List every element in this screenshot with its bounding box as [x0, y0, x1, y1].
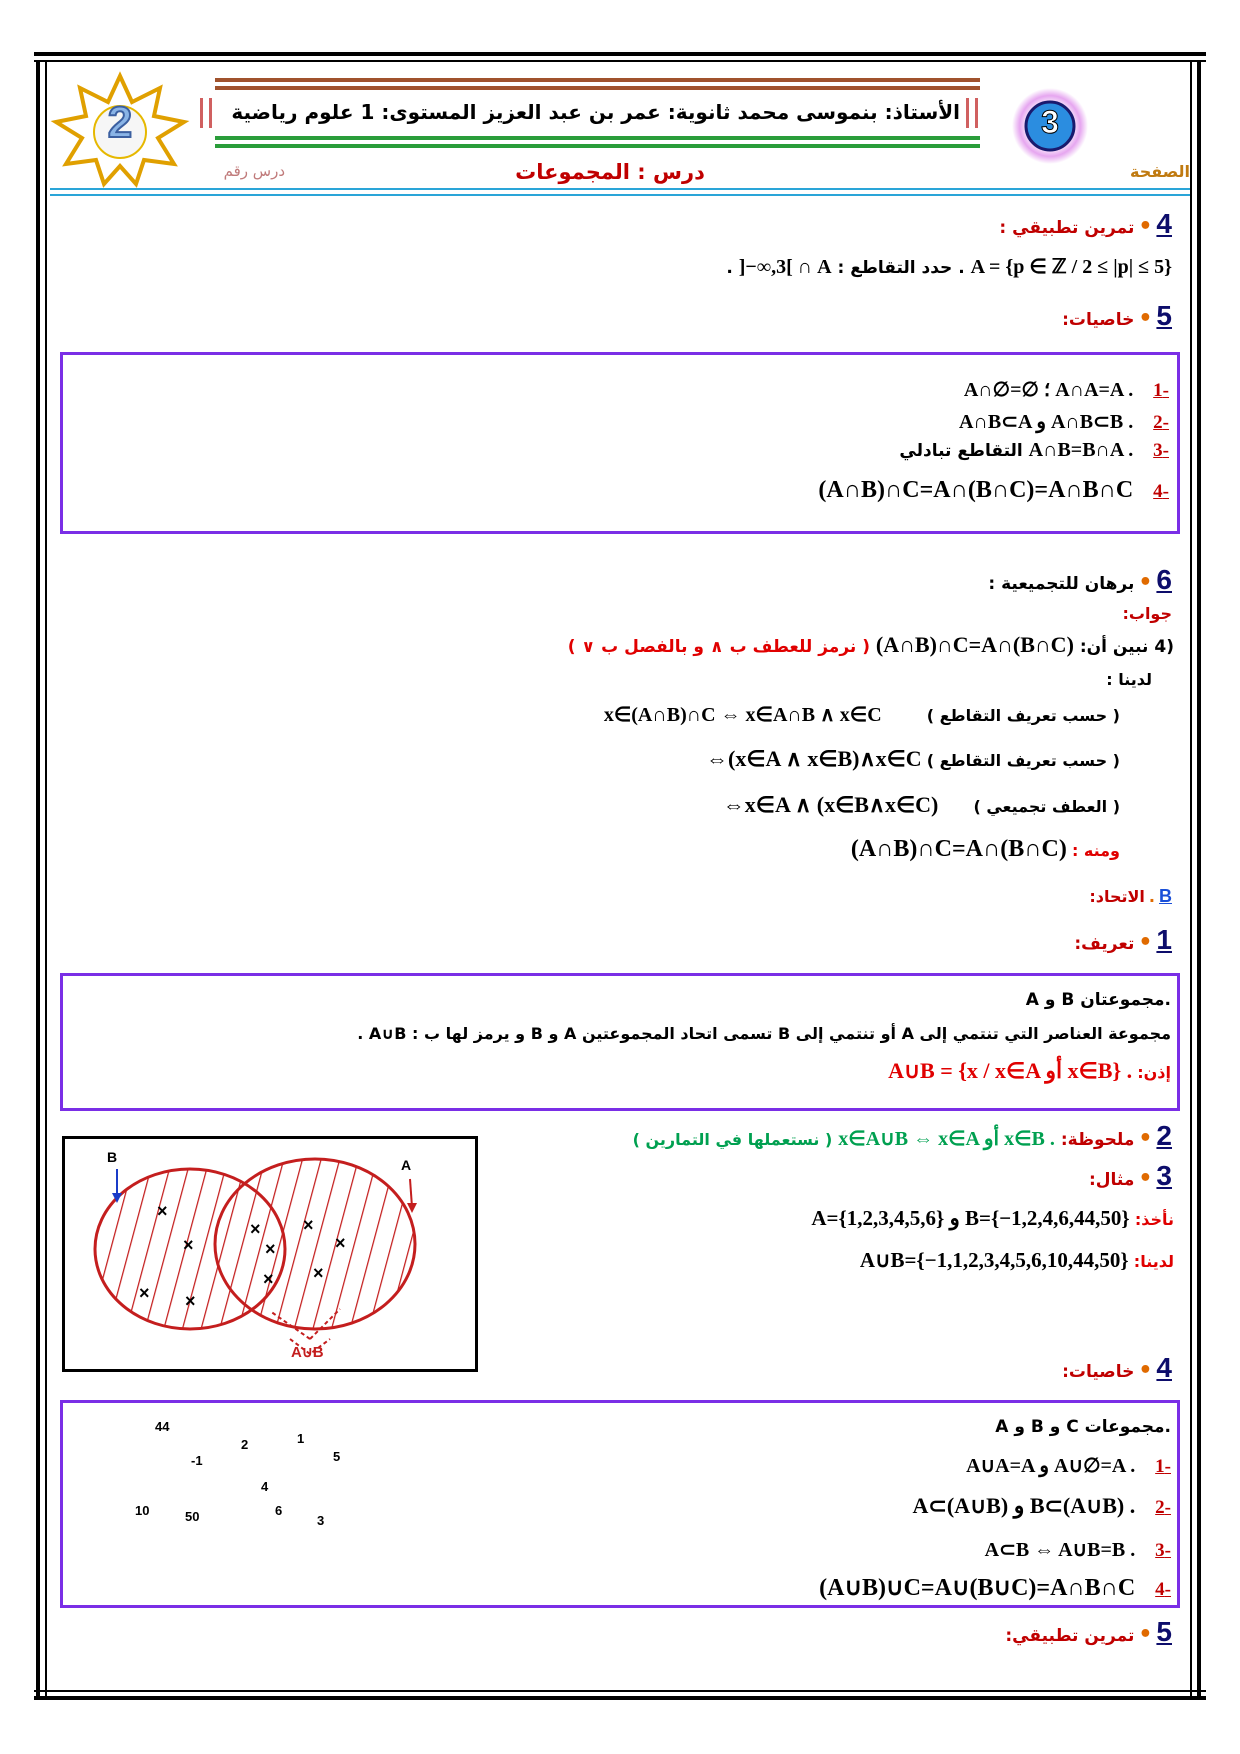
proof-conclusion	[700, 836, 1120, 863]
answer-label: جواب:	[1122, 604, 1172, 623]
property-item	[899, 439, 1169, 462]
intersection-expression: ]−∞,3[ ∩ A	[738, 256, 832, 278]
proof-prefix: (4 نبين أن:	[1079, 637, 1174, 657]
item-math: A∩B⊂A و A∩B⊂B .	[959, 411, 1134, 433]
section-number: 2	[1156, 1120, 1172, 1151]
step-math: ⇔(x∈A ∧ x∈B)∧x∈C	[706, 746, 922, 771]
union-properties-box	[60, 1400, 1180, 1608]
definition-line-3	[888, 1058, 1171, 1084]
step-reason: ( حسب تعريف التقاطع )	[926, 751, 1120, 770]
svg-text:×: ×	[139, 1283, 150, 1303]
have-label: لدينا:	[1133, 1252, 1174, 1271]
page-number: 3	[1041, 104, 1059, 140]
section-title: خاصيات:	[1062, 310, 1135, 330]
svg-text:×: ×	[265, 1239, 276, 1259]
step-reason: ( العطف تجميعي )	[973, 797, 1120, 816]
item-math: A∩B=B∩A .	[1028, 439, 1134, 461]
take-math: A={1,2,3,4,5,6} و B={−1,2,4,6,44,50}	[811, 1206, 1130, 1230]
union-definition-box	[60, 973, 1180, 1111]
we-have-label: لدينا :	[1106, 670, 1152, 689]
svg-text:×: ×	[263, 1269, 274, 1289]
example-have-line	[860, 1248, 1174, 1273]
section-title: خاصيات:	[1062, 1362, 1135, 1382]
remark-line: 2 • ملحوظة: x∈A∪B ⇔ x∈A أو x∈B . ( نستعملها في التمارين )	[632, 1120, 1172, 1151]
therefore-label: إذن:	[1137, 1063, 1171, 1082]
remark-note: ( نستعملها في التمارين )	[632, 1130, 833, 1149]
svg-text:×: ×	[185, 1291, 196, 1311]
item-number: -4	[1153, 481, 1169, 502]
property-item	[985, 1537, 1171, 1562]
item-math: A⊂(A∪B) و B⊂(A∪B) .	[912, 1493, 1136, 1518]
property-item	[913, 1493, 1171, 1519]
definition-heading: 1 • تعريف:	[1074, 924, 1172, 955]
venn-element: -1	[191, 1453, 203, 1468]
definition-line-2: مجموعة العناصر التي تنتمي إلى A أو تنتمي إلى B تسمى اتحاد المجموعتين A و B و يرمز لها ب : A∪B .	[357, 1024, 1171, 1043]
set-a-definition: A = {p ∈ ℤ / 2 ≤ |p| ≤ 5}	[970, 256, 1172, 278]
exercise-line	[726, 254, 1172, 279]
item-number: -1	[1153, 380, 1169, 401]
properties-intro: A و B و C مجموعات.	[995, 1417, 1171, 1437]
conclusion-label: ومنه :	[1071, 841, 1120, 860]
venn-element: 10	[135, 1503, 150, 1518]
venn-element: 44	[155, 1419, 170, 1434]
item-math: (A∪B)∪C=A∪(B∪C)=A∩B∩C	[819, 1575, 1136, 1601]
proof-statement	[568, 632, 1174, 658]
venn-diagram	[62, 1136, 478, 1528]
lesson-number: 2	[107, 98, 133, 147]
venn-element: 5	[333, 1449, 341, 1464]
venn-svg	[65, 1139, 475, 1369]
item-number: -2	[1155, 1497, 1171, 1518]
item-math: A∪A=A و A∪∅=A .	[966, 1455, 1136, 1477]
item-number: -4	[1155, 1579, 1171, 1600]
section-number: 5	[1156, 1616, 1172, 1647]
venn-element: 6	[275, 1503, 283, 1518]
definition-line-1: A و B مجموعتان.	[1025, 990, 1171, 1010]
item-math: A∩∅=∅ ؛ A∩A=A .	[963, 379, 1134, 401]
section-number: 6	[1156, 564, 1172, 595]
a-arrow	[410, 1179, 412, 1207]
take-label: نأخذ:	[1134, 1210, 1174, 1229]
proof-step	[600, 746, 1120, 772]
section-title: مثال:	[1088, 1170, 1135, 1190]
svg-text:×: ×	[250, 1219, 261, 1239]
section-title: تمرين تطبيقي:	[1005, 1626, 1135, 1646]
conclusion-math: (A∩B)∩C=A∩(B∩C)	[850, 836, 1067, 862]
remark-math: x∈A∪B ⇔ x∈A أو x∈B .	[838, 1128, 1055, 1150]
step-math: x∈(A∩B)∩C ⇔ x∈A∩B ∧ x∈C	[603, 704, 882, 726]
item-math: (A∩B)∩C=A∩(B∩C)=A∩B∩C	[818, 477, 1134, 503]
venn-element: 1	[297, 1431, 305, 1446]
example-heading: 3 • مثال:	[1088, 1160, 1172, 1191]
svg-text:×: ×	[157, 1201, 168, 1221]
example-take-line	[811, 1206, 1174, 1231]
svg-text:×: ×	[335, 1233, 346, 1253]
have-math: A∪B={−1,1,2,3,4,5,6,10,44,50}	[859, 1248, 1129, 1272]
section-5-heading: 5 • خاصيات:	[1062, 300, 1172, 331]
section-title: تمرين تطبيقي :	[999, 218, 1135, 238]
lesson-number-label: درس رقم	[223, 162, 285, 180]
section-6-heading: 6 • برهان للتجميعية :	[988, 564, 1172, 595]
property-item	[819, 1573, 1171, 1602]
page-label: الصفحة	[1129, 162, 1190, 181]
section-4-heading: 4 • تمرين تطبيقي :	[999, 208, 1172, 239]
property-item	[959, 409, 1169, 434]
item-math: A⊂B ⇔ A∪B=B .	[984, 1539, 1136, 1561]
lesson-title: درس : المجموعات	[515, 160, 705, 184]
item-number: -1	[1155, 1456, 1171, 1477]
section-number: 3	[1156, 1160, 1172, 1191]
venn-element: 3	[317, 1513, 325, 1528]
section-number: 1	[1156, 924, 1172, 955]
union-set-builder: A∪B = {x / x∈A أو x∈B} .	[888, 1058, 1133, 1083]
property-item	[964, 377, 1169, 402]
item-number: -2	[1153, 412, 1169, 433]
teacher-line: الأستاذ: بنموسى محمد ثانوية: عمر بن عبد العزيز المستوى: 1 علوم رياضية	[231, 100, 960, 124]
venn-label-a: A	[401, 1157, 412, 1173]
exercise-5-heading: 5 • تمرين تطبيقي:	[1005, 1616, 1172, 1647]
section-letter: B	[1159, 886, 1172, 906]
venn-element: 50	[185, 1509, 200, 1524]
property-item	[966, 1453, 1171, 1478]
venn-element: 2	[241, 1437, 249, 1452]
step-math: ⇔x∈A ∧ (x∈B∧x∈C)	[722, 792, 939, 817]
svg-text:×: ×	[183, 1235, 194, 1255]
item-text: التقاطع تبادلي	[899, 441, 1023, 461]
section-number: 4	[1156, 208, 1172, 239]
proof-step	[440, 702, 1120, 727]
line-end: .	[726, 258, 733, 278]
union-properties-heading: 4 • خاصيات:	[1062, 1352, 1172, 1383]
property-item	[818, 477, 1169, 504]
section-title: ملحوظة:	[1060, 1130, 1135, 1150]
venn-label-b: B	[107, 1149, 118, 1165]
step-reason: ( حسب تعريف التقاطع )	[926, 706, 1120, 725]
item-number: -3	[1155, 1540, 1171, 1561]
section-title: برهان للتجميعية :	[988, 574, 1135, 594]
proof-goal: (A∩B)∩C=A∩(B∩C)	[875, 632, 1074, 657]
svg-text:×: ×	[313, 1263, 324, 1283]
proof-step	[600, 792, 1120, 818]
svg-text:×: ×	[303, 1215, 314, 1235]
proof-notation-note: ( نرمز للعطف ب ∧ و بالفصل ب ∨ )	[567, 637, 870, 657]
section-number: 4	[1156, 1352, 1172, 1383]
venn-label-union: A∪B	[291, 1344, 324, 1361]
exercise-instruction: . حدد التقاطع :	[837, 258, 965, 278]
section-title: تعريف:	[1074, 934, 1135, 954]
section-title: الاتحاد:	[1089, 887, 1145, 906]
item-number: -3	[1153, 440, 1169, 461]
section-number: 5	[1156, 300, 1172, 331]
intersection-properties-box	[60, 352, 1180, 534]
venn-element: 4	[261, 1479, 269, 1494]
section-b-heading: B . الاتحاد:	[1089, 886, 1172, 906]
